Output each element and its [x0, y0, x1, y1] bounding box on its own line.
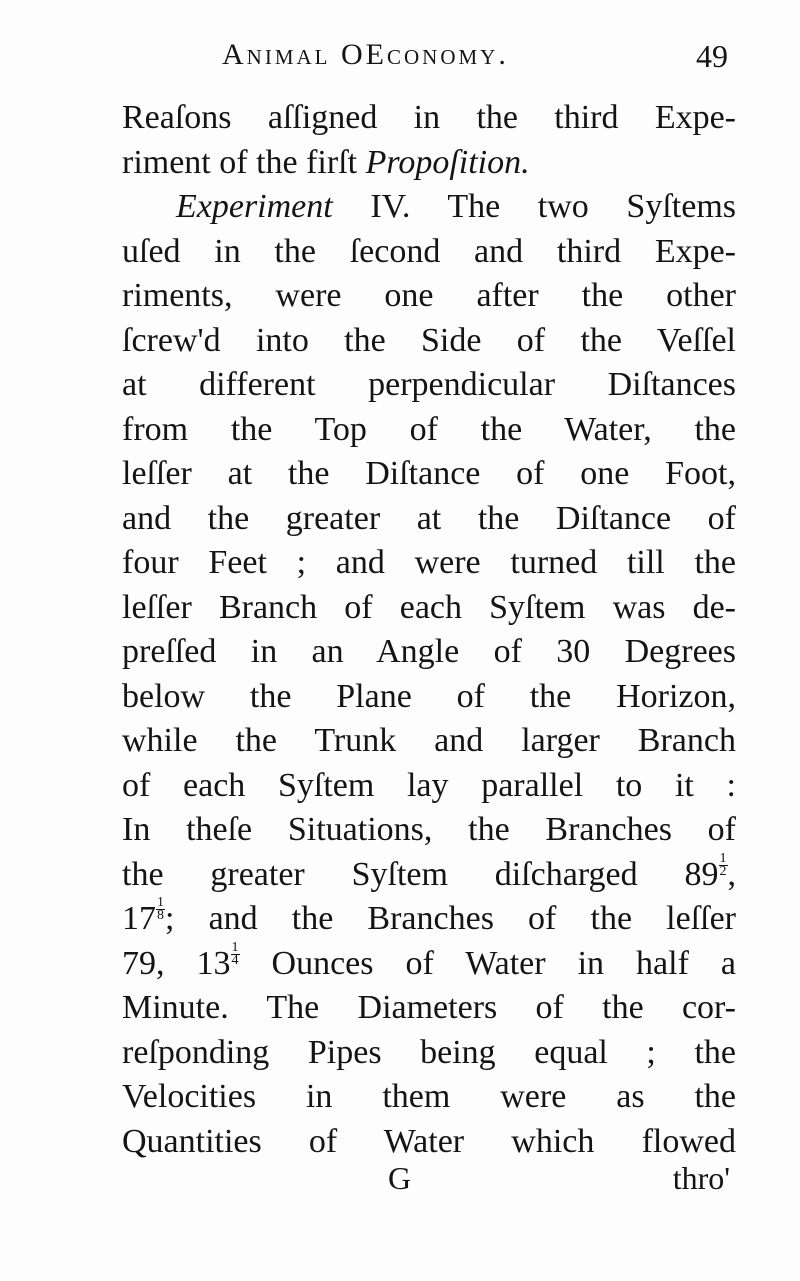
text-line: preſſed in an Angle of 30 Degrees — [122, 633, 736, 670]
text-line — [122, 939, 736, 987]
fraction — [156, 897, 165, 922]
italic-word: Propoſition. — [365, 143, 530, 181]
text-line: In theſe Situations, the Branches of — [122, 811, 736, 848]
text-line: of each Syſtem lay parallel to it : — [122, 766, 736, 804]
page-number: 49 — [696, 38, 728, 74]
text-line: Reaſons aſſigned in the third Expe- — [122, 99, 736, 136]
signature-mark: G — [388, 1160, 412, 1196]
text-line: Minute. The Diameters of the cor- — [122, 989, 736, 1026]
text-line: Quantities of Water which flowed — [122, 1122, 736, 1160]
text-line: Velocities in them were as the — [122, 1078, 736, 1115]
catchword: thro' — [672, 1160, 730, 1196]
text-line: reſponding Pipes being equal ; the — [122, 1033, 736, 1071]
fraction — [231, 939, 240, 968]
text-line-part: ; and the Branches of the leſſer — [165, 900, 736, 937]
text-line-part: , — [727, 855, 736, 893]
text-line — [122, 897, 736, 942]
text-line: uſed in the ſecond and third Expe- — [122, 232, 736, 270]
text-line: below the Plane of the Horizon, — [122, 677, 736, 715]
text-line-part: the greater Syſtem diſcharged 89 — [122, 855, 719, 893]
text-line: leſſer Branch of each Syſtem was de- — [122, 588, 736, 626]
text-line — [122, 141, 736, 186]
text-line-part: 17 — [122, 900, 156, 937]
fraction-numerator: 1 — [157, 895, 164, 910]
text-line: leſſer at the Diſtance of one Foot, — [122, 455, 736, 492]
body-text — [122, 96, 736, 1164]
text-line-part: riment of the firſt — [122, 143, 366, 181]
fraction-numerator: 1 — [231, 939, 239, 955]
fraction-denominator: 8 — [157, 908, 164, 923]
text-line-part: Ounces of Water in half a — [239, 944, 736, 982]
text-line: four Feet ; and were turned till the — [122, 544, 736, 581]
text-line: ſcrew'd into the Side of the Veſſel — [122, 321, 736, 359]
text-line: at different perpendicular Diſtances — [122, 366, 736, 403]
fraction-denominator: 4 — [231, 952, 239, 968]
text-line: and the greater at the Diſtance of — [122, 499, 736, 537]
running-title: Animal OEconomy. — [222, 38, 509, 71]
fraction-denominator: 2 — [719, 863, 727, 879]
text-line-part: IV. The two Syſtems — [332, 188, 736, 225]
text-line: while the Trunk and larger Branch — [122, 722, 736, 759]
text-line — [122, 850, 736, 898]
text-line: from the Top of the Water, the — [122, 410, 736, 448]
text-line — [122, 185, 736, 230]
italic-word: Experiment — [176, 188, 333, 225]
fraction-numerator: 1 — [719, 850, 727, 866]
text-line: riments, were one after the other — [122, 277, 736, 314]
fraction — [719, 850, 728, 879]
text-line-part: 79, 13 — [122, 944, 231, 982]
